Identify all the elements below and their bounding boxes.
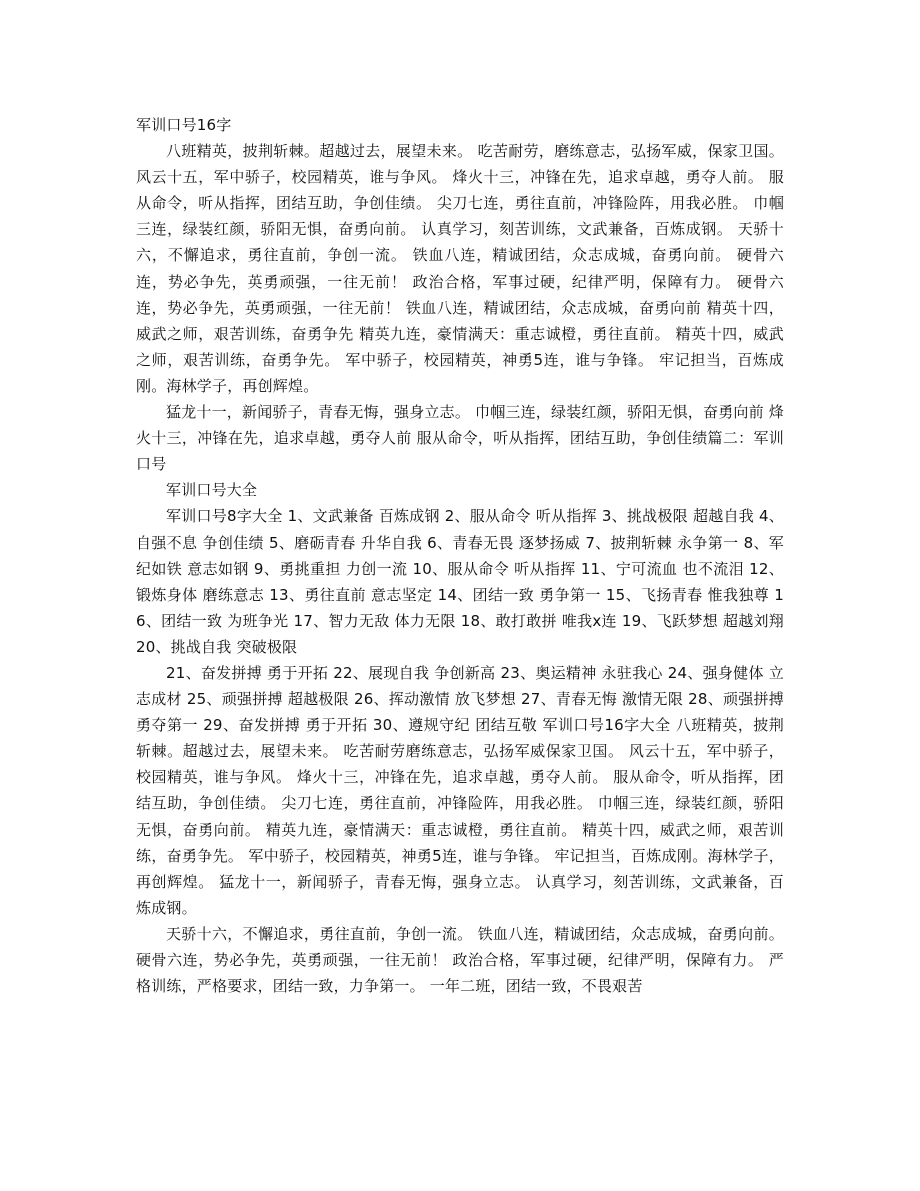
section-heading: 军训口号大全 [166, 481, 258, 500]
paragraph-2: 猛龙十一，新闻骄子，青春无悔，强身立志。 巾帼三连，绿装红颜，骄阳无惧，奋勇向前 烽火十三，冲锋在先，追求卓越，勇夺人前 服从命令，听从指挥，团结互助，争创佳绩篇二：军训口号 [136, 403, 784, 474]
document-title: 军训口号16字 [136, 116, 232, 134]
document-body [136, 112, 784, 999]
paragraph-3: 军训口号8字大全 1、文武兼备 百炼成钢 2、服从命令 听从指挥 3、挑战极限 超越自我 4、自强不息 争创佳绩 5、磨砺青春 升华自我 6、青春无畏 逐梦扬威 7、披荆斩棘 永争第一 8、军纪如铁 意志如钢 9、勇挑重担 力创一流 10、服从命令 听从指挥 11、宁可流血 也不流泪 12、锻炼身体 磨练意志 13、勇往直前 意志坚定 14、团结一致 勇争第一 15、飞扬青春 惟我独尊 16、团结一致 为班争光 17、智力无敌 体力无限 18、敢打敢拼 唯我x连 19、飞跃梦想 超越刘翔 20、挑战自我 突破极限 [136, 507, 784, 656]
paragraph-1: 八班精英，披荆斩棘。超越过去，展望未来。 吃苦耐劳，磨练意志，弘扬军威，保家卫国。 风云十五，军中骄子，校园精英，谁与争风。 烽火十三，冲锋在先，追求卓越，勇夺人前。 服从命令，听从指挥，团结互助，争创佳绩。 尖刀七连，勇往直前，冲锋险阵，用我必胜。 巾帼三连，绿装红颜，骄阳无惧，奋勇向前。 认真学习，刻苦训练，文武兼备，百炼成钢。 天骄十六，不懈追求，勇往直前，争创一流。 铁血八连，精诚团结，众志成城，奋勇向前。 硬骨六连，势必争先，英勇顽强，一往无前！ 政治合格，军事过硬，纪律严明，保障有力。 硬骨六连，势必争先，英勇顽强，一往无前！ 铁血八连，精诚团结，众志成城，奋勇向前 精英十四，威武之师，艰苦训练，奋勇争先 精英九连，豪情满天：重志诚橙，勇往直前。 精英十四，威武之师，艰苦训练，奋勇争先。 军中骄子，校园精英，神勇5连，谁与争锋。 牢记担当，百炼成刚。海林学子，再创辉煌。 [136, 142, 784, 395]
paragraph-5: 天骄十六，不懈追求，勇往直前，争创一流。 铁血八连，精诚团结，众志成城，奋勇向前。 硬骨六连，势必争先，英勇顽强，一往无前！ 政治合格，军事过硬，纪律严明，保障有力。 严格训练，严格要求，团结一致，力争第一。 一年二班，团结一致，不畏艰苦 [136, 924, 784, 996]
paragraph-4: 21、奋发拼搏 勇于开拓 22、展现自我 争创新高 23、奥运精神 永驻我心 24、强身健体 立志成材 25、顽强拼搏 超越极限 26、挥动激情 放飞梦想 27、青春无悔 激情无限 28、顽强拼搏 勇夺第一 29、奋发拼搏 勇于开拓 30、遵规守纪 团结互敬 军训口号16字大全 八班精英，披荆斩棘。超越过去，展望未来。 吃苦耐劳磨练意志，弘扬军威保家卫国。 风云十五，军中骄子，校园精英，谁与争风。 烽火十三，冲锋在先，追求卓越，勇夺人前。 服从命令，听从指挥，团结互助，争创佳绩。 尖刀七连，勇往直前，冲锋险阵，用我必胜。 巾帼三连，绿装红颜，骄阳无惧，奋勇向前。 精英九连，豪情满天：重志诚橙，勇往直前。 精英十四，威武之师，艰苦训练，奋勇争先。 军中骄子，校园精英，神勇5连，谁与争锋。 牢记担当，百炼成刚。海林学子，再创辉煌。 猛龙十一，新闻骄子，青春无悔，强身立志。 认真学习，刻苦训练，文武兼备，百炼成钢。 [136, 663, 784, 917]
